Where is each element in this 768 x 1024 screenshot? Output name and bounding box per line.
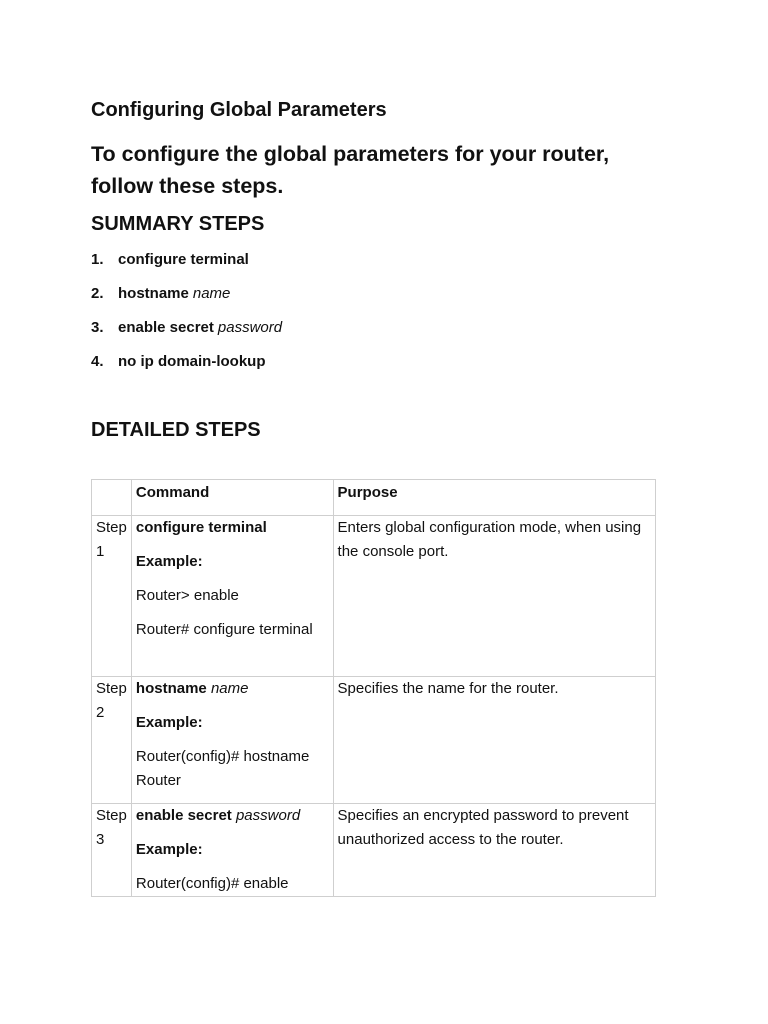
header-command: Command bbox=[131, 480, 333, 516]
command-name: enable secret bbox=[135, 807, 232, 824]
list-item bbox=[91, 352, 671, 372]
step-number: 4. bbox=[91, 353, 104, 370]
list-item bbox=[91, 318, 671, 338]
purpose-cell bbox=[333, 516, 655, 677]
example-line: Router(config)# enable bbox=[135, 875, 289, 892]
document-content bbox=[91, 96, 671, 897]
step-command: no ip domain-lookup bbox=[118, 353, 266, 370]
purpose-text: Specifies an encrypted password to prevent unauthorized access to the router. bbox=[337, 807, 629, 848]
command-name: hostname bbox=[135, 680, 207, 697]
detailed-heading: DETAILED STEPS bbox=[91, 419, 261, 441]
command-argument: password bbox=[235, 807, 301, 824]
example-line: Router(config)# hostname Router bbox=[135, 748, 310, 789]
command-name: configure terminal bbox=[135, 519, 267, 536]
example-line: Router> enable bbox=[135, 587, 239, 604]
summary-heading: SUMMARY STEPS bbox=[91, 213, 265, 235]
example-label: Example: bbox=[135, 714, 203, 731]
step-label: Step 3 bbox=[92, 804, 132, 897]
step-number: 3. bbox=[91, 319, 104, 336]
purpose-text: Enters global configuration mode, when using the console port. bbox=[337, 519, 642, 560]
summary-steps-list bbox=[91, 250, 671, 372]
step-command: enable secret bbox=[118, 319, 214, 336]
step-argument: password bbox=[217, 319, 283, 336]
list-item bbox=[91, 284, 671, 304]
step-command: configure terminal bbox=[118, 251, 249, 268]
step-number: 2. bbox=[91, 285, 104, 302]
table-header-row bbox=[92, 480, 656, 516]
purpose-cell bbox=[333, 804, 655, 897]
command-cell bbox=[131, 677, 333, 804]
step-argument: name bbox=[192, 285, 231, 302]
list-item bbox=[91, 250, 671, 270]
example-line: Router# configure terminal bbox=[135, 621, 313, 638]
purpose-text: Specifies the name for the router. bbox=[337, 680, 559, 697]
step-command: hostname bbox=[118, 285, 189, 302]
header-purpose: Purpose bbox=[333, 480, 655, 516]
page-title: Configuring Global Parameters bbox=[91, 99, 387, 121]
table-row bbox=[92, 804, 656, 897]
table-row bbox=[92, 516, 656, 677]
detailed-steps-table bbox=[91, 479, 656, 897]
command-cell bbox=[131, 804, 333, 897]
step-label: Step 2 bbox=[92, 677, 132, 804]
command-cell bbox=[131, 516, 333, 677]
command-argument: name bbox=[210, 680, 249, 697]
intro-text: To configure the global parameters for your router, follow these steps. bbox=[91, 142, 610, 198]
example-label: Example: bbox=[135, 553, 203, 570]
step-label: Step 1 bbox=[92, 516, 132, 677]
header-step bbox=[92, 480, 132, 516]
example-label: Example: bbox=[135, 841, 203, 858]
purpose-cell bbox=[333, 677, 655, 804]
step-number: 1. bbox=[91, 251, 104, 268]
table-row bbox=[92, 677, 656, 804]
